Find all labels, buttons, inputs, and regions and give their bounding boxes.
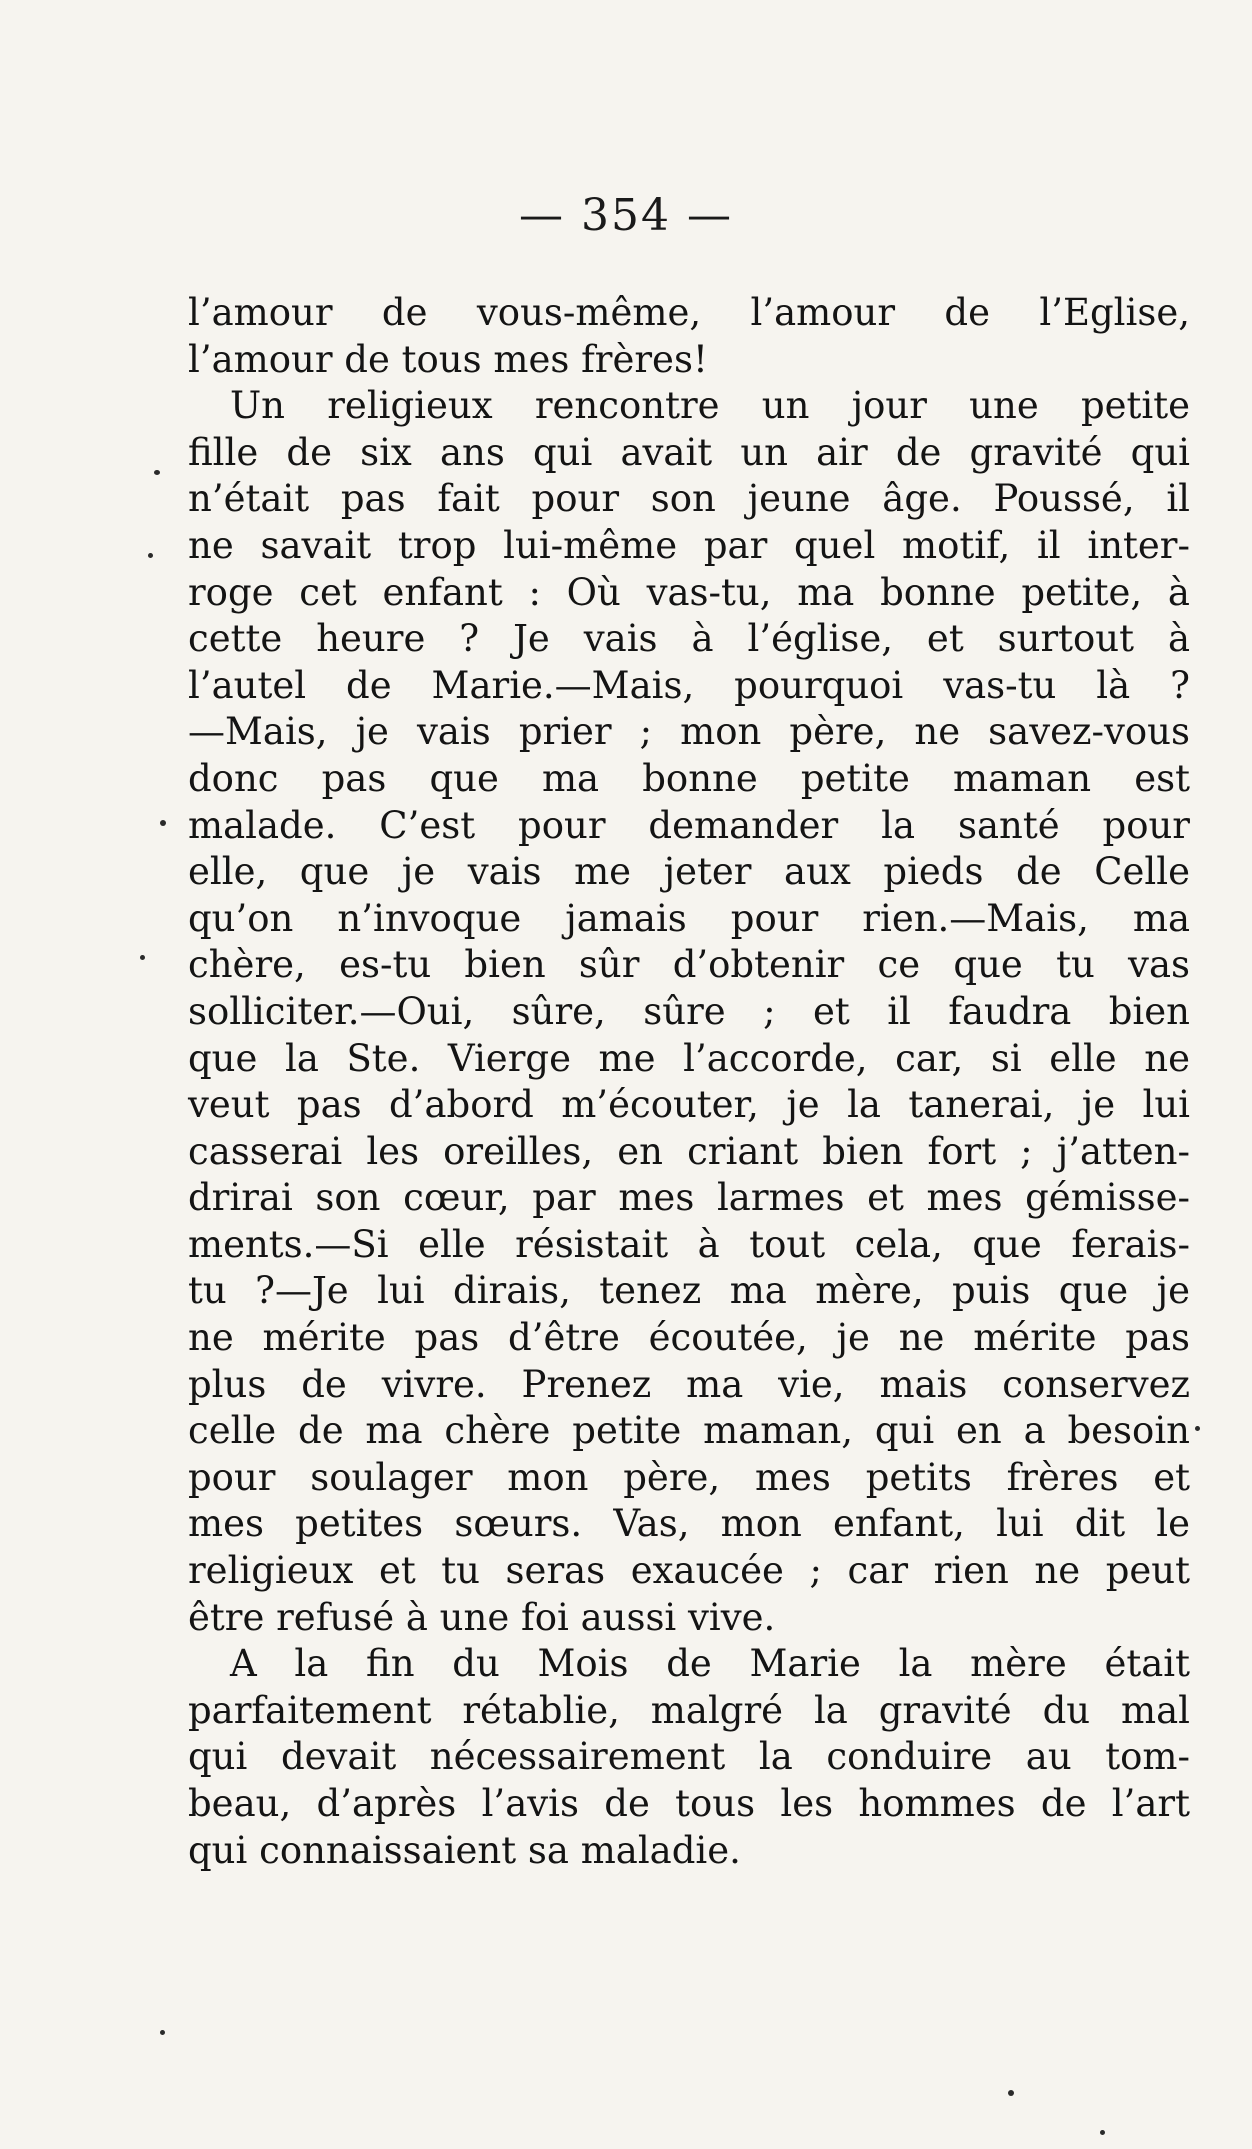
text-line: qui devait nécessairement la conduire au tom-	[188, 1735, 1190, 1779]
text-line: elle, que je vais me jeter aux pieds de Celle	[188, 850, 1190, 894]
scan-speck	[148, 553, 153, 558]
text-line: ne mérite pas d’être écoutée, je ne mérite pas	[188, 1316, 1190, 1360]
text-line: pour soulager mon père, mes petits frères et	[188, 1455, 1190, 1499]
text-line: solliciter.—Oui, sûre, sûre ; et il faudra bien	[188, 989, 1190, 1033]
scan-speck	[1008, 2090, 1014, 2096]
text-line: casserai les oreilles, en criant bien fort ; j’atten-	[188, 1129, 1190, 1173]
text-line: fille de six ans qui avait un air de gravité qui	[188, 430, 1190, 474]
text-line: religieux et tu seras exaucée ; car rien ne peut	[188, 1549, 1190, 1593]
text-line: qui connaissaient sa maladie.	[188, 1828, 741, 1872]
text-line: A la fin du Mois de Marie la mère était	[230, 1642, 1190, 1686]
text-line: ments.—Si elle résistait à tout cela, que ferais-	[188, 1222, 1190, 1266]
text-line: n’était pas fait pour son jeune âge. Poussé, il	[188, 477, 1190, 521]
text-line: qu’on n’invoque jamais pour rien.—Mais, ma	[188, 896, 1190, 940]
text-line: Un religieux rencontre un jour une petite	[230, 384, 1190, 428]
text-line: —Mais, je vais prier ; mon père, ne savez-vous	[188, 710, 1190, 754]
text-line: veut pas d’abord m’écouter, je la tanerai, je lui	[188, 1083, 1190, 1127]
text-line: parfaitement rétablie, malgré la gravité du mal	[188, 1688, 1190, 1732]
text-line: l’autel de Marie.—Mais, pourquoi vas-tu là ?	[188, 663, 1190, 707]
text-line: beau, d’après l’avis de tous les hommes de l’art	[188, 1782, 1190, 1825]
text-line: que la Ste. Vierge me l’accorde, car, si elle ne	[188, 1036, 1190, 1080]
text-line: roge cet enfant : Où vas-tu, ma bonne petite, à	[188, 570, 1190, 614]
text-line: malade. C’est pour demander la santé pour	[188, 803, 1190, 847]
text-line: tu ?—Je lui dirais, tenez ma mère, puis que je	[188, 1269, 1190, 1313]
text-line: chère, es-tu bien sûr d’obtenir ce que tu vas	[188, 943, 1190, 987]
page-number: — 354 —	[519, 190, 733, 241]
text-line: ne savait trop lui-même par quel motif, il inter-	[188, 523, 1190, 567]
text-line: celle de ma chère petite maman, qui en a besoin	[188, 1409, 1190, 1453]
text-line: l’amour de tous mes frères!	[188, 337, 708, 381]
scan-speck	[1100, 2130, 1105, 2135]
scan-speck	[140, 955, 145, 960]
scan-speck	[160, 820, 166, 826]
scan-speck	[154, 470, 160, 475]
text-line: l’amour de vous-même, l’amour de l’Eglise,	[188, 291, 1190, 334]
text-line: être refusé à une foi aussi vive.	[188, 1595, 776, 1639]
text-line: plus de vivre. Prenez ma vie, mais conservez	[188, 1362, 1190, 1406]
text-line: cette heure ? Je vais à l’église, et surtout à	[188, 617, 1190, 661]
scan-speck	[1195, 1426, 1200, 1431]
text-line: drirai son cœur, par mes larmes et mes gémisse-	[188, 1176, 1190, 1220]
text-line: donc pas que ma bonne petite maman est	[188, 756, 1190, 800]
scan-speck	[160, 2030, 165, 2035]
body-text	[188, 290, 1190, 1874]
text-line: mes petites sœurs. Vas, mon enfant, lui dit le	[188, 1502, 1190, 1546]
